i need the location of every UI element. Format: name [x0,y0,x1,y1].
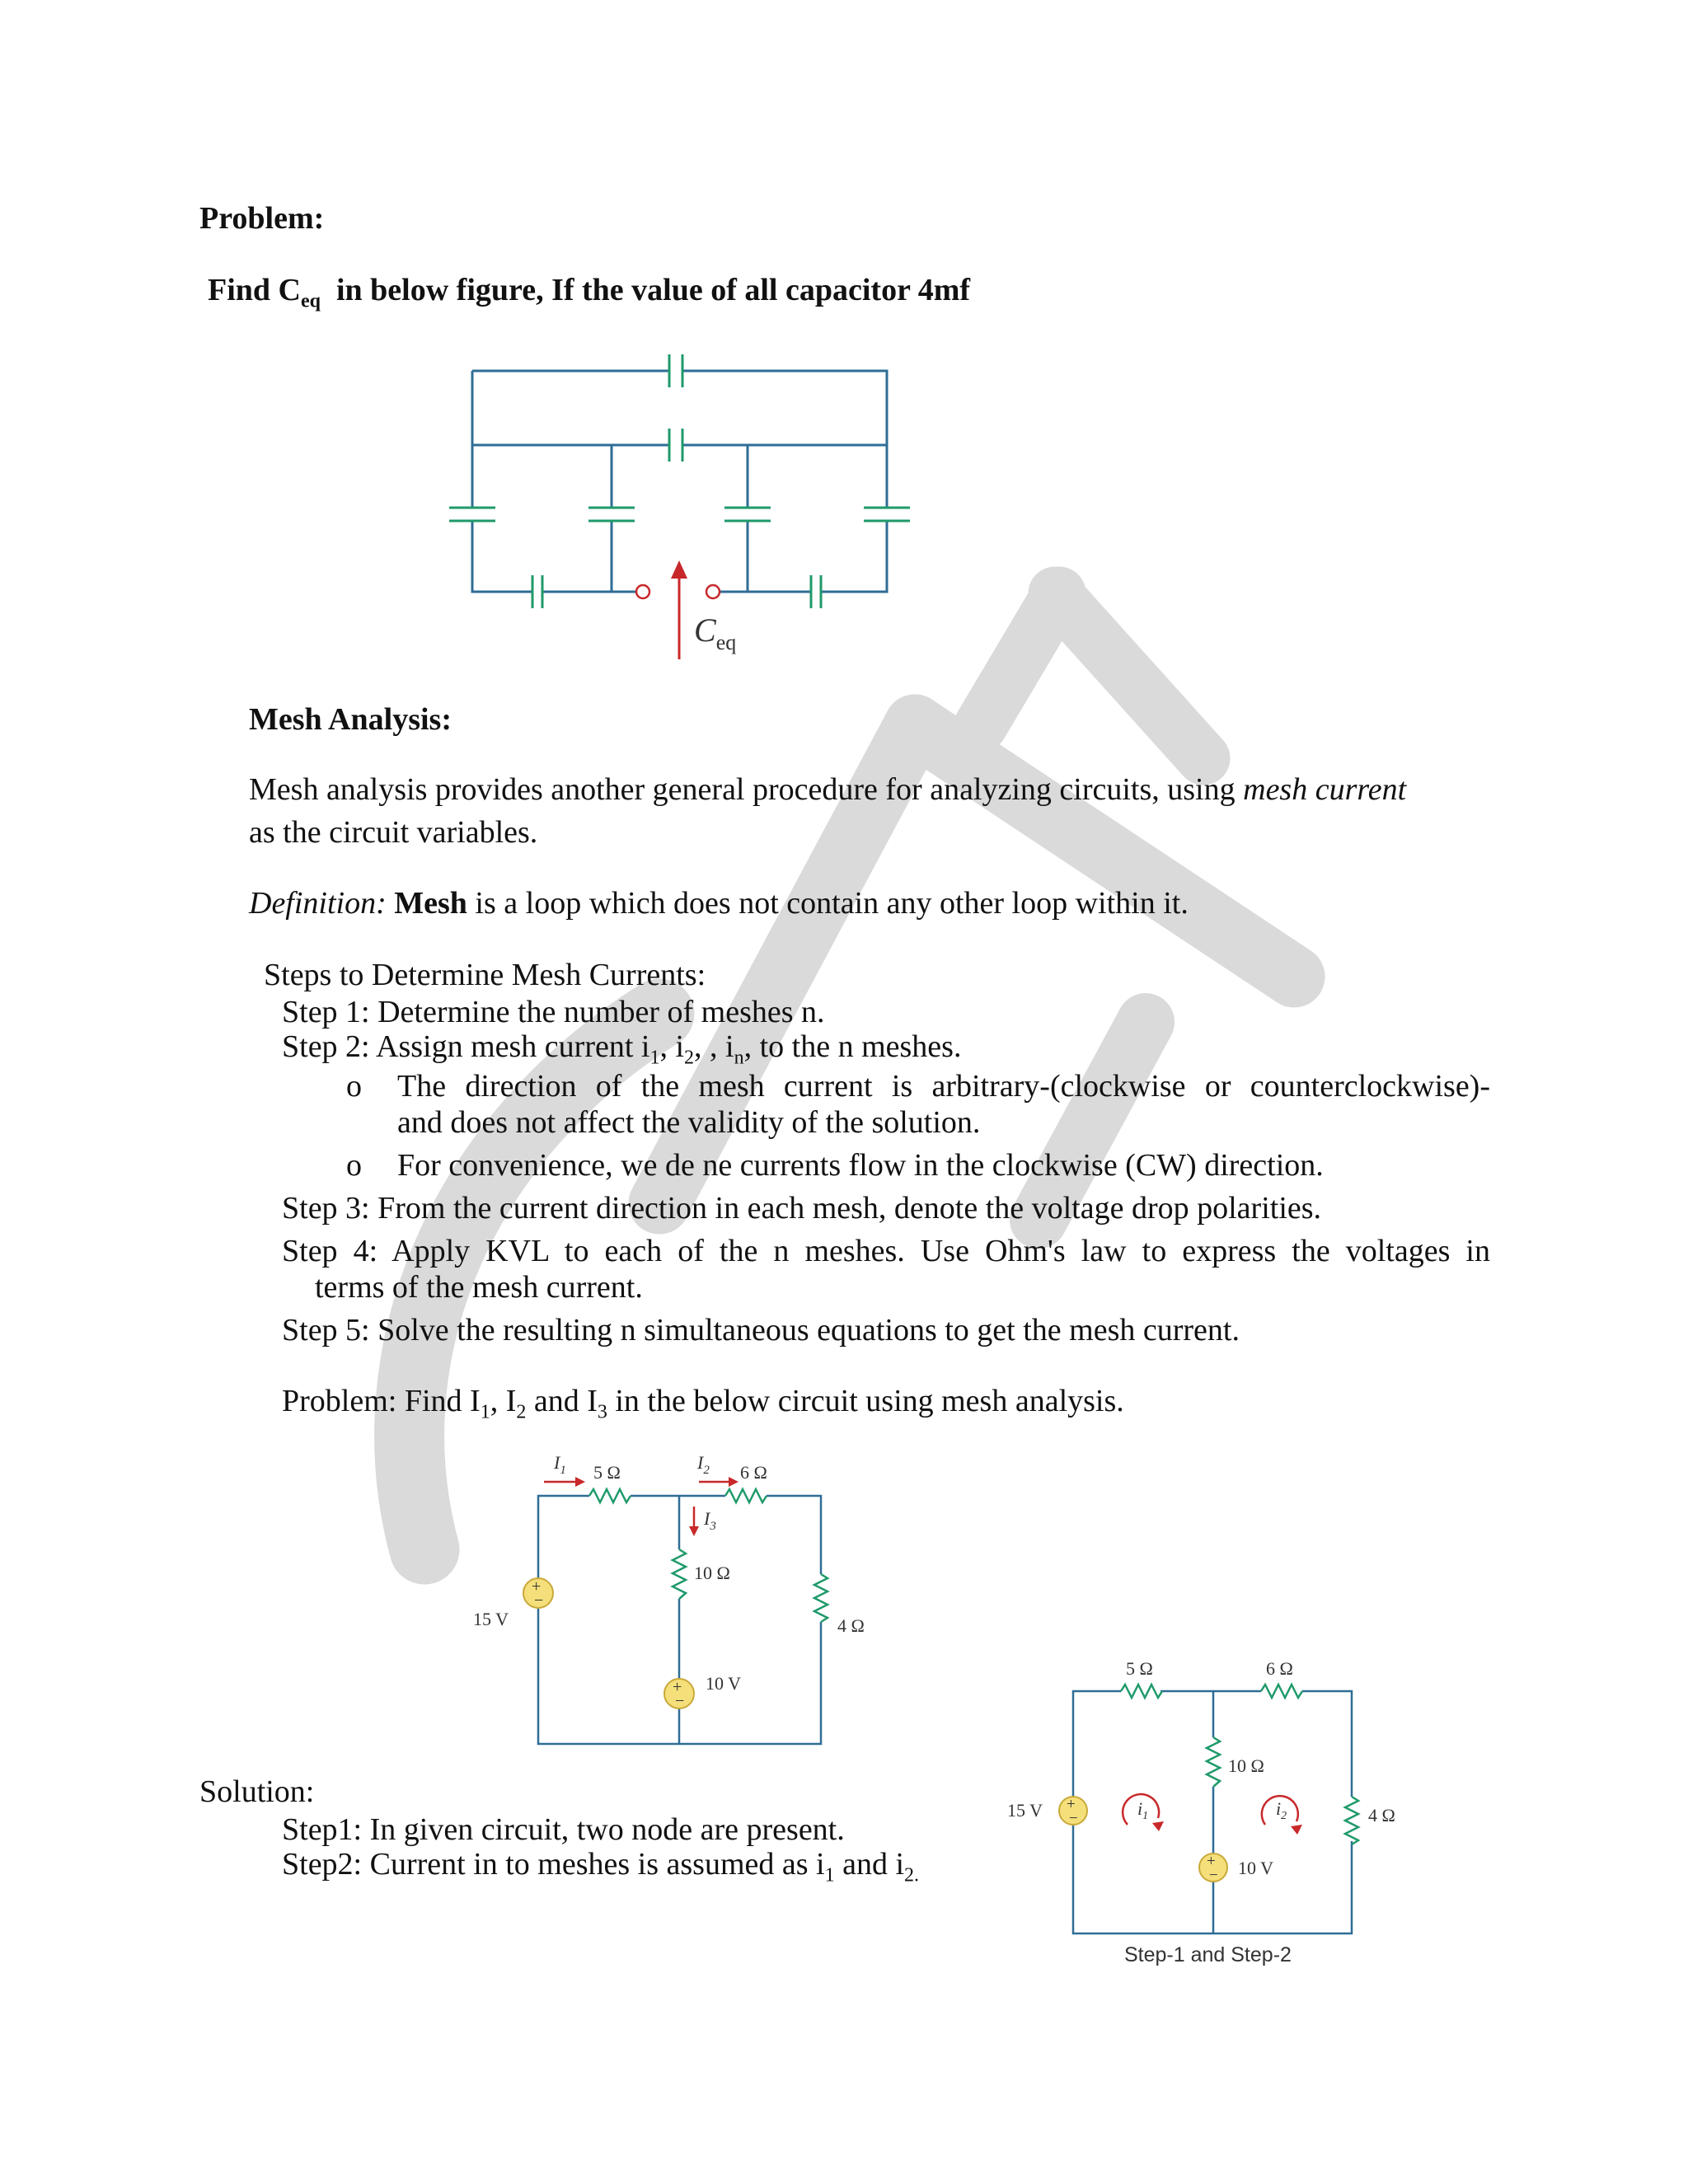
step2-text-a: Step 2: Assign mesh current i [282,1029,650,1064]
bullet-marker-2: o [346,1148,362,1183]
bullet-1-line2: and does not affect the validity of the solution. [397,1105,981,1140]
mesh-definition [249,885,1189,921]
svg-text:−: − [1209,1867,1218,1884]
c1-v1-label: 15 V [473,1609,509,1629]
c2-r3-label: 10 Ω [1228,1755,1264,1776]
problem2-sub3: 3 [597,1401,607,1423]
solution-step2-sub2: 2. [904,1864,920,1886]
mesh-intro-line2: as the circuit variables. [249,815,538,850]
problem-2 [282,1383,1124,1431]
c2-r2-label: 6 Ω [1266,1658,1293,1679]
solution-heading: Solution: [199,1774,315,1809]
step-1: Step 1: Determine the number of meshes n. [282,995,825,1029]
mesh-circuit-diagram [462,1442,865,1755]
ceq-label: $C_{eq}$ [694,612,737,654]
svg-text:+: + [673,1678,682,1696]
c2-mesh1-label: $i_1$ [1137,1798,1149,1822]
mesh-intro-em: mesh current [1243,772,1407,807]
solution-step2-a: Step2: Current in to meshes is assumed as i [282,1847,825,1882]
problem2-sub2: 2 [516,1401,527,1423]
svg-text:−: − [675,1692,685,1710]
problem2-text-b: , I [490,1384,517,1418]
step-4-line1: Step 4: Apply KVL to each of the n meshes. Use Ohm's law to express the voltages in [282,1234,1490,1268]
svg-text:+: + [1067,1796,1076,1813]
c1-r3-label: 10 Ω [694,1563,730,1583]
prompt-sub: eq [300,290,321,312]
c1-r1-label: 5 Ω [593,1462,621,1483]
step2-subn: n [734,1047,744,1069]
definition-label: Definition: [249,886,387,921]
solution-step2-b: and i [842,1847,905,1882]
bullet-2: For convenience, we de ne currents flow in the clockwise (CW) direction. [397,1148,1324,1183]
c2-r4-label: 4 Ω [1368,1805,1395,1825]
c1-r2-label: 6 Ω [740,1462,767,1483]
step-3: Step 3: From the current direction in each mesh, denote the voltage drop polarities. [282,1191,1322,1226]
problem2-text-a: Problem: Find I [282,1384,481,1418]
c2-r1-label: 5 Ω [1126,1658,1153,1679]
step-5: Step 5: Solve the resulting n simultaneous equations to get the mesh current. [282,1313,1240,1347]
step-4-line2: terms of the mesh current. [315,1270,643,1305]
step2-text-d: , to the n meshes. [743,1029,962,1064]
problem2-text-d: in the below circuit using mesh analysis. [615,1384,1124,1418]
solution-step-1: Step1: In given circuit, two node are present. [282,1812,845,1847]
figure-caption: Step-1 and Step-2 [1124,1943,1292,1966]
mesh-intro-line1 [249,771,1406,808]
bullet-1-line1: The direction of the mesh current is arbitrary-(clockwise or counterclockwise)- [397,1069,1490,1104]
c1-i3-label: $I_3$ [704,1508,716,1533]
problem2-sub1: 1 [480,1401,490,1423]
solution-step-2 [282,1846,919,1894]
problem-prompt [208,272,970,320]
problem2-text-c: and I [533,1384,598,1418]
problem-heading: Problem: [199,201,325,236]
svg-text:+: + [1207,1853,1216,1870]
c1-v2-label: 10 V [706,1673,741,1694]
step2-sub1: 1 [649,1047,660,1069]
mesh-intro-text: Mesh analysis provides another general procedure for analyzing circuits, using [249,772,1236,807]
solution-step2-sub1: 1 [824,1864,835,1886]
step2-text-b: , i [659,1029,685,1064]
step2-text-c: , , i [694,1029,734,1064]
svg-text:+: + [532,1577,542,1596]
svg-text:−: − [1069,1810,1078,1827]
step2-sub2: 2 [684,1047,695,1069]
svg-text:−: − [534,1591,544,1610]
c2-v2-label: 10 V [1238,1858,1273,1878]
steps-title: Steps to Determine Mesh Currents: [264,958,706,992]
definition-text: is a loop which does not contain any other loop within it. [475,886,1189,921]
prompt-prefix: Find C [208,273,301,307]
c2-mesh2-label: $i_2$ [1276,1798,1287,1822]
c1-i2-label: $I_2$ [697,1452,710,1477]
c1-i1-label: $I_1$ [554,1452,566,1477]
c2-v1-label: 15 V [1007,1800,1043,1821]
c1-r4-label: 4 Ω [837,1615,865,1636]
prompt-suffix: in below figure, If the value of all capacitor 4mf [335,273,971,307]
capacitor-network-diagram [429,330,923,676]
mesh-heading: Mesh Analysis: [249,702,452,737]
bullet-marker-1: o [346,1069,362,1104]
definition-term: Mesh [394,886,467,921]
mesh-circuit-step-diagram [989,1648,1418,1978]
